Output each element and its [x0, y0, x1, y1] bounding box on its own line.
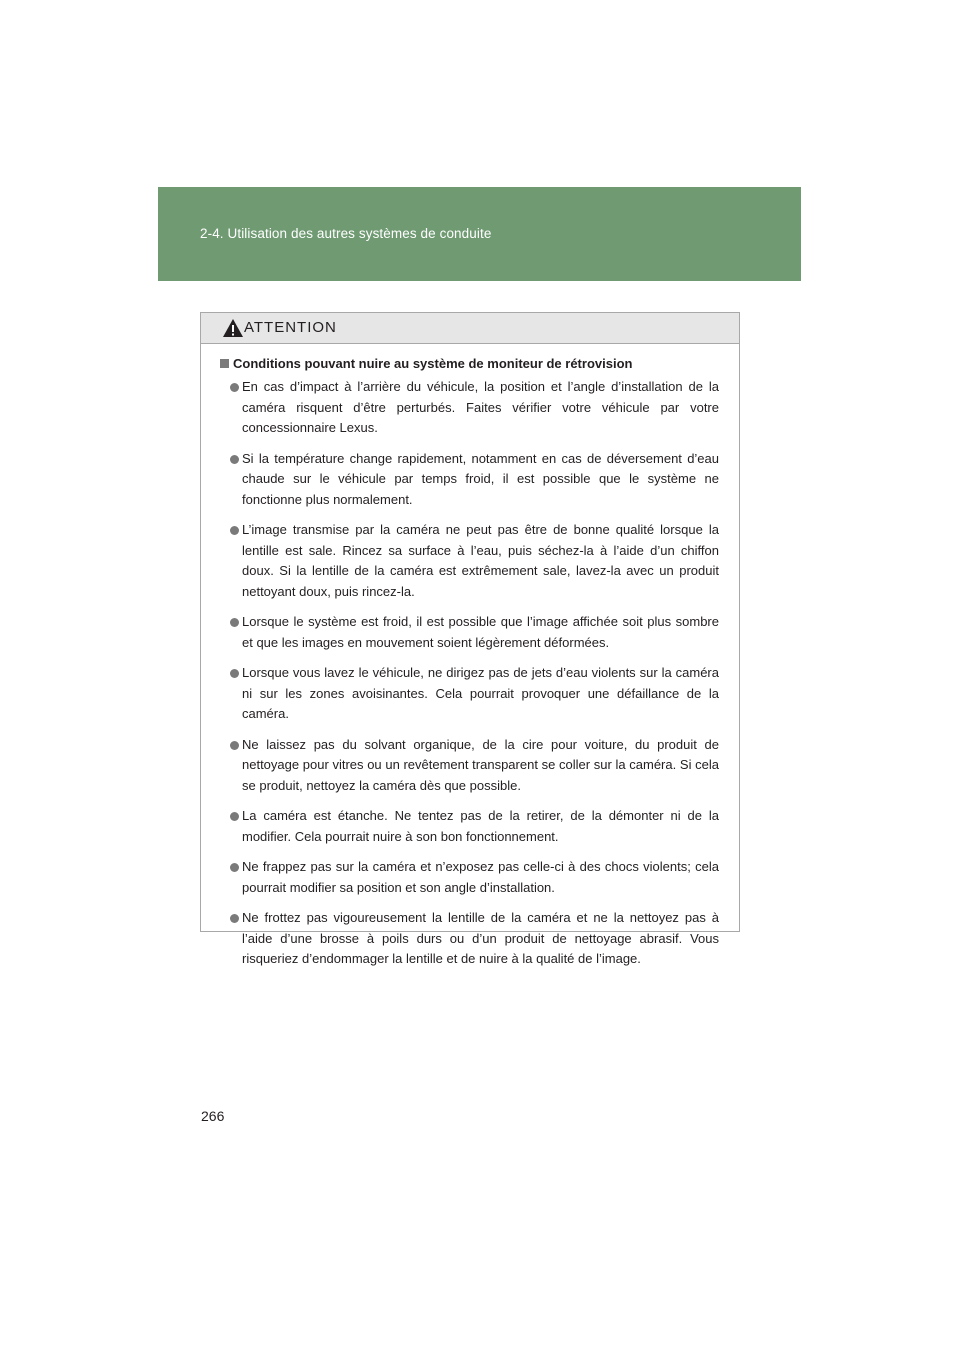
list-item: [201, 857, 739, 898]
circle-bullet-icon: [230, 914, 239, 923]
list-item: [201, 735, 739, 797]
list-item-text: Ne frottez pas vigoureusement la lentille de la caméra et ne la nettoyez pas à l’aide d’une brosse à poils durs ou d’un produit de nettoyage abrasif. Vous risqueriez d’endommager la lentille et de nuire à la qualité de l’image.: [242, 910, 719, 966]
circle-bullet-icon: [230, 618, 239, 627]
list-item-text: La caméra est étanche. Ne tentez pas de la retirer, de la démonter ni de la modifier. Cela pourrait nuire à son bon fonctionnement.: [242, 808, 719, 844]
circle-bullet-icon: [230, 741, 239, 750]
list-item: [201, 612, 739, 653]
square-bullet-icon: [220, 359, 229, 368]
list-item-text: Ne laissez pas du solvant organique, de la cire pour voiture, du produit de nettoyage pour vitres ou un revêtement transparent se coller sur la caméra. Si cela se produit, nettoyez la caméra dès que possible.: [242, 736, 719, 793]
page-number: 266: [201, 1108, 225, 1124]
list-item: [201, 377, 739, 439]
circle-bullet-icon: [230, 812, 239, 821]
warning-section-title-text: Conditions pouvant nuire au système de moniteur de rétrovision: [233, 356, 633, 371]
warning-box: [200, 312, 740, 966]
list-item: [201, 449, 739, 511]
warning-header: [201, 313, 739, 344]
list-item-text: En cas d’impact à l’arrière du véhicule, la position et l’angle d’installation de la caméra risquent d’être perturbés. Faites vérifier votre véhicule par votre concessionnaire Lexus.: [242, 379, 719, 435]
warning-section-title: [220, 356, 739, 371]
warning-body: [201, 344, 739, 970]
warning-list: [201, 377, 739, 970]
list-item: [201, 520, 739, 602]
section-title: 2-4. Utilisation des autres systèmes de conduite: [200, 226, 492, 241]
circle-bullet-icon: [230, 669, 239, 678]
circle-bullet-icon: [230, 455, 239, 464]
list-item: [201, 806, 739, 847]
list-item-text: Ne frappez pas sur la caméra et n’exposez pas celle-ci à des chocs violents; cela pourrait modifier sa position et son angle d’installation.: [242, 859, 719, 895]
warning-label: ATTENTION: [244, 319, 337, 336]
circle-bullet-icon: [230, 383, 239, 392]
list-item-text: Lorsque vous lavez le véhicule, ne dirigez pas de jets d’eau violents sur la caméra ni sur les zones avoisinantes. Cela pourrait provoquer une défaillance de la caméra.: [242, 665, 719, 721]
list-item-text: Lorsque le système est froid, il est possible que l’image affichée soit plus sombre et que les images en mouvement soient légèrement déformées.: [242, 614, 719, 650]
list-item-text: L’image transmise par la caméra ne peut pas être de bonne qualité lorsque la lentille est sale. Rincez sa surface à l’eau, puis séchez-la à l’aide d’un chiffon doux. Si la lentille de la caméra est extrêmement sale, lavez-la avec un produit nettoyant doux, puis rincez-la.: [242, 522, 719, 599]
list-item: [201, 663, 739, 725]
circle-bullet-icon: [230, 526, 239, 535]
list-item-text: Si la température change rapidement, notamment en cas de déversement d’eau chaude sur le véhicule par temps froid, il est possible que le système ne fonctionne plus normalement.: [242, 450, 719, 507]
list-item: [201, 908, 739, 970]
warning-triangle-icon: [222, 318, 244, 338]
circle-bullet-icon: [230, 863, 239, 872]
section-header-band: [158, 187, 801, 281]
